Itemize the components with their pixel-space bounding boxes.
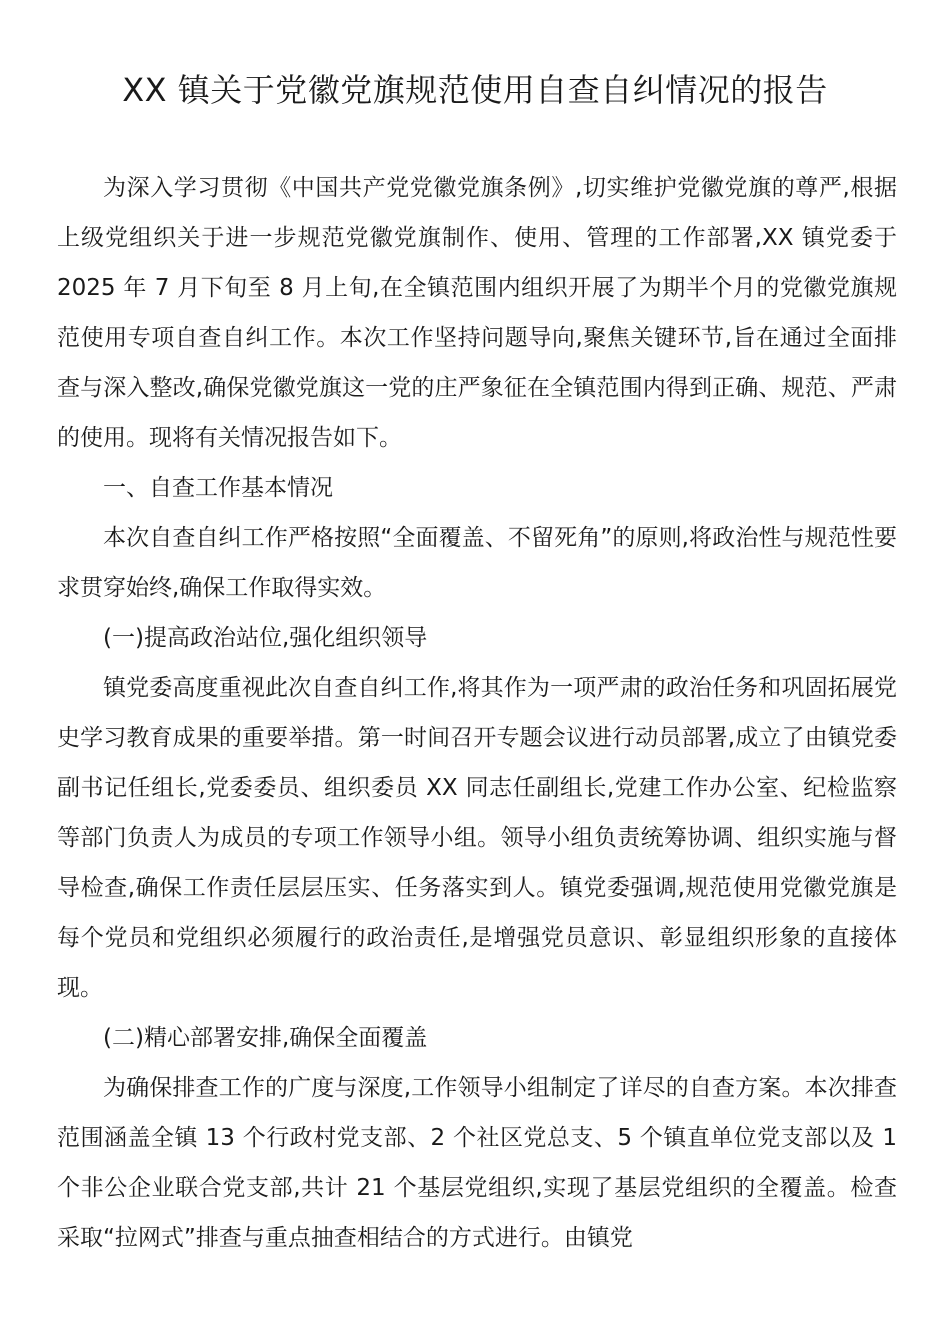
subsection-heading-2: (二)精心部署安排,确保全面覆盖 [103, 1025, 428, 1051]
body-paragraph: 为确保排查工作的广度与深度,工作领导小组制定了详尽的自查方案。本次排查范围涵盖全镇 13 个行政村党支部、2 个社区党总支、5 个镇直单位党支部以及 1 个非公企业联合党支部,共计 21 个基层党组织,实现了基层党组织的全覆盖。检查采取“拉网式”排查与重点抽查相结合的方式进行。由镇党 [57, 1075, 897, 1251]
body-paragraph: 本次自查自纠工作严格按照“全面覆盖、不留死角”的原则,将政治性与规范性要求贯穿始终,确保工作取得实效。 [57, 525, 897, 601]
section-heading-1: 一、自查工作基本情况 [103, 475, 333, 501]
body-paragraph: 镇党委高度重视此次自查自纠工作,将其作为一项严肃的政治任务和巩固拓展党史学习教育成果的重要举措。第一时间召开专题会议进行动员部署,成立了由镇党委副书记任组长,党委委员、组织委员 XX 同志任副组长,党建工作办公室、纪检监察等部门负责人为成员的专项工作领导小组。领导小组负责统筹协调、组织实施与督导检查,确保工作责任层层压实、任务落实到人。镇党委强调,规范使用党徽党旗是每个党员和党组织必须履行的政治责任,是增强党员意识、彰显组织形象的直接体现。 [57, 675, 897, 1001]
subsection-heading-1: (一)提高政治站位,强化组织领导 [103, 625, 428, 651]
document-body [57, 163, 897, 1263]
intro-paragraph: 为深入学习贯彻《中国共产党党徽党旗条例》,切实维护党徽党旗的尊严,根据上级党组织关于进一步规范党徽党旗制作、使用、管理的工作部署,XX 镇党委于 2025 年 7 月下旬至 8 月上旬,在全镇范围内组织开展了为期半个月的党徽党旗规范使用专项自查自纠工作。本次工作坚持问题导向,聚焦关键环节,旨在通过全面排查与深入整改,确保党徽党旗这一党的庄严象征在全镇范围内得到正确、规范、严肃的使用。现将有关情况报告如下。 [57, 175, 897, 451]
document-title: XX 镇关于党徽党旗规范使用自查自纠情况的报告 [122, 71, 828, 109]
